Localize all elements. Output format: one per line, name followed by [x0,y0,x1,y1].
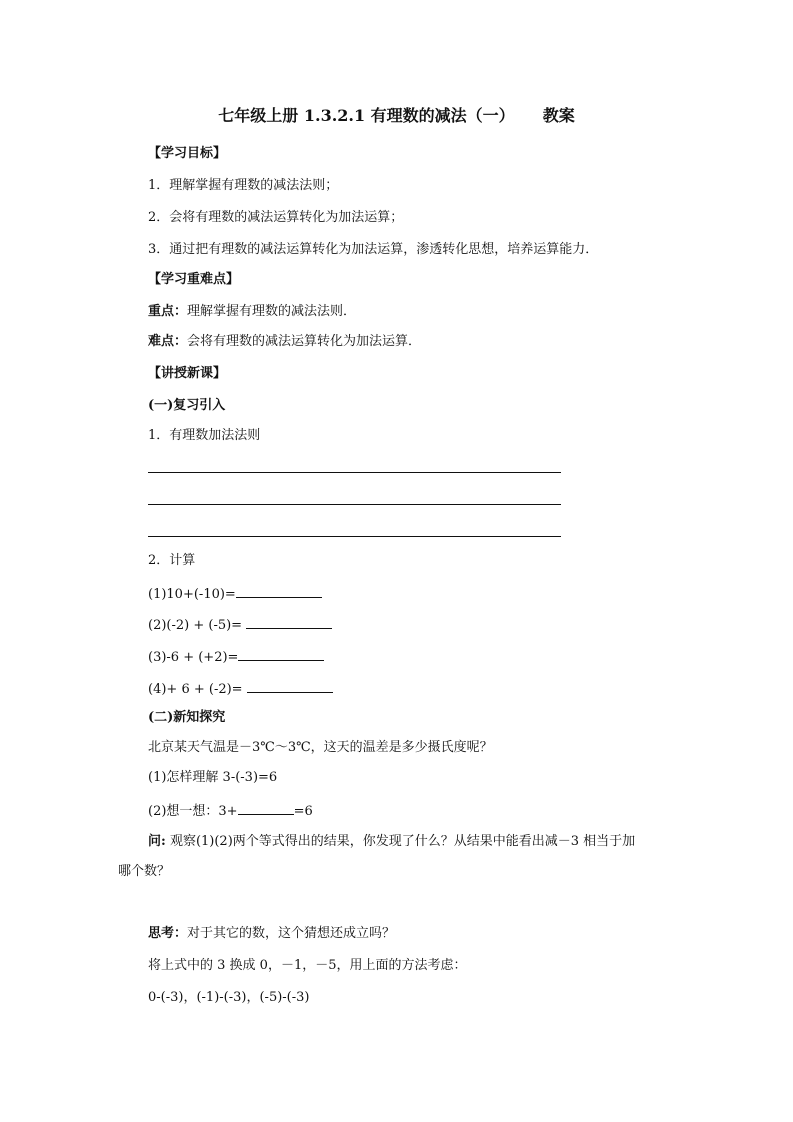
answer-blank-1 [236,585,322,598]
answer-blank-5 [238,802,294,815]
goal-item-2: 2．会将有理数的减法运算转化为加法运算； [148,210,404,225]
explore-item-2 [148,802,313,820]
answer-line-3 [148,536,561,537]
answer-blank-3 [238,648,324,661]
difficult-label: 难点： [148,334,188,349]
title-main: 七年级上册 1.3.2.1 有理数的减法（一） [218,106,515,125]
key-text: 理解掌握有理数的减法法则． [187,304,357,319]
answer-line-2 [148,504,561,505]
goals-heading: 【学习目标】 [148,146,227,161]
title-tail: 教案 [542,106,575,125]
review-heading: (一)复习引入 [148,398,226,413]
difficult-point [148,334,421,350]
replace-line: 将上式中的 3 换成 0，－1，－5，用上面的方法考虑： [148,958,467,973]
key-label: 重点： [148,304,188,319]
review-item-2: 2．计算 [148,553,196,568]
calc-item-4 [148,680,333,698]
calc-item-3 [148,648,324,666]
calc-item-2 [148,616,332,634]
review-item-1: 1．有理数加法法则 [148,428,261,443]
explore-item-2-post: =6 [293,804,313,819]
explore-heading: (二)新知探究 [148,710,226,725]
explore-question: 北京某天气温是－3℃～3℃，这天的温差是多少摄氏度呢？ [148,740,493,755]
calc-item-1 [148,585,322,603]
ask-line-1 [148,834,635,850]
ask-label: 问: [148,834,166,849]
difficult-text: 会将有理数的减法运算转化为加法运算． [187,334,422,349]
key-point [148,304,356,320]
calc-expr-3: (3)-6 + (+2)= [148,650,239,665]
answer-line-1 [148,472,561,473]
lecture-heading: 【讲授新课】 [148,366,227,381]
think-text: 对于其它的数，这个猜想还成立吗？ [187,926,396,941]
think-line [148,926,395,942]
explore-item-1: (1)怎样理解 3-(-3)=6 [148,770,278,785]
calc-expr-2: (2)(-2) + (-5)= [148,618,247,633]
keys-heading: 【学习重难点】 [148,272,240,287]
calc-expr-4: (4)+ 6 + (-2)= [148,682,247,697]
calc-expr-1: (1)10+(-10)= [148,587,236,602]
goal-item-1: 1．理解掌握有理数的减法法则； [148,178,339,193]
page-title [0,106,793,126]
explore-item-2-pre: (2)想一想：3+ [148,804,238,819]
expressions-line: 0-(-3)，(-1)-(-3)，(-5)-(-3) [148,990,310,1005]
ask-text-1: 观察(1)(2)两个等式得出的结果，你发现了什么？从结果中能看出减－3 相当于加 [165,834,636,849]
answer-blank-4 [247,680,333,693]
ask-line-2: 哪个数？ [118,864,171,879]
think-label: 思考： [148,926,188,941]
answer-blank-2 [246,616,332,629]
goal-item-3: 3．通过把有理数的减法运算转化为加法运算，渗透转化思想，培养运算能力． [148,242,599,257]
